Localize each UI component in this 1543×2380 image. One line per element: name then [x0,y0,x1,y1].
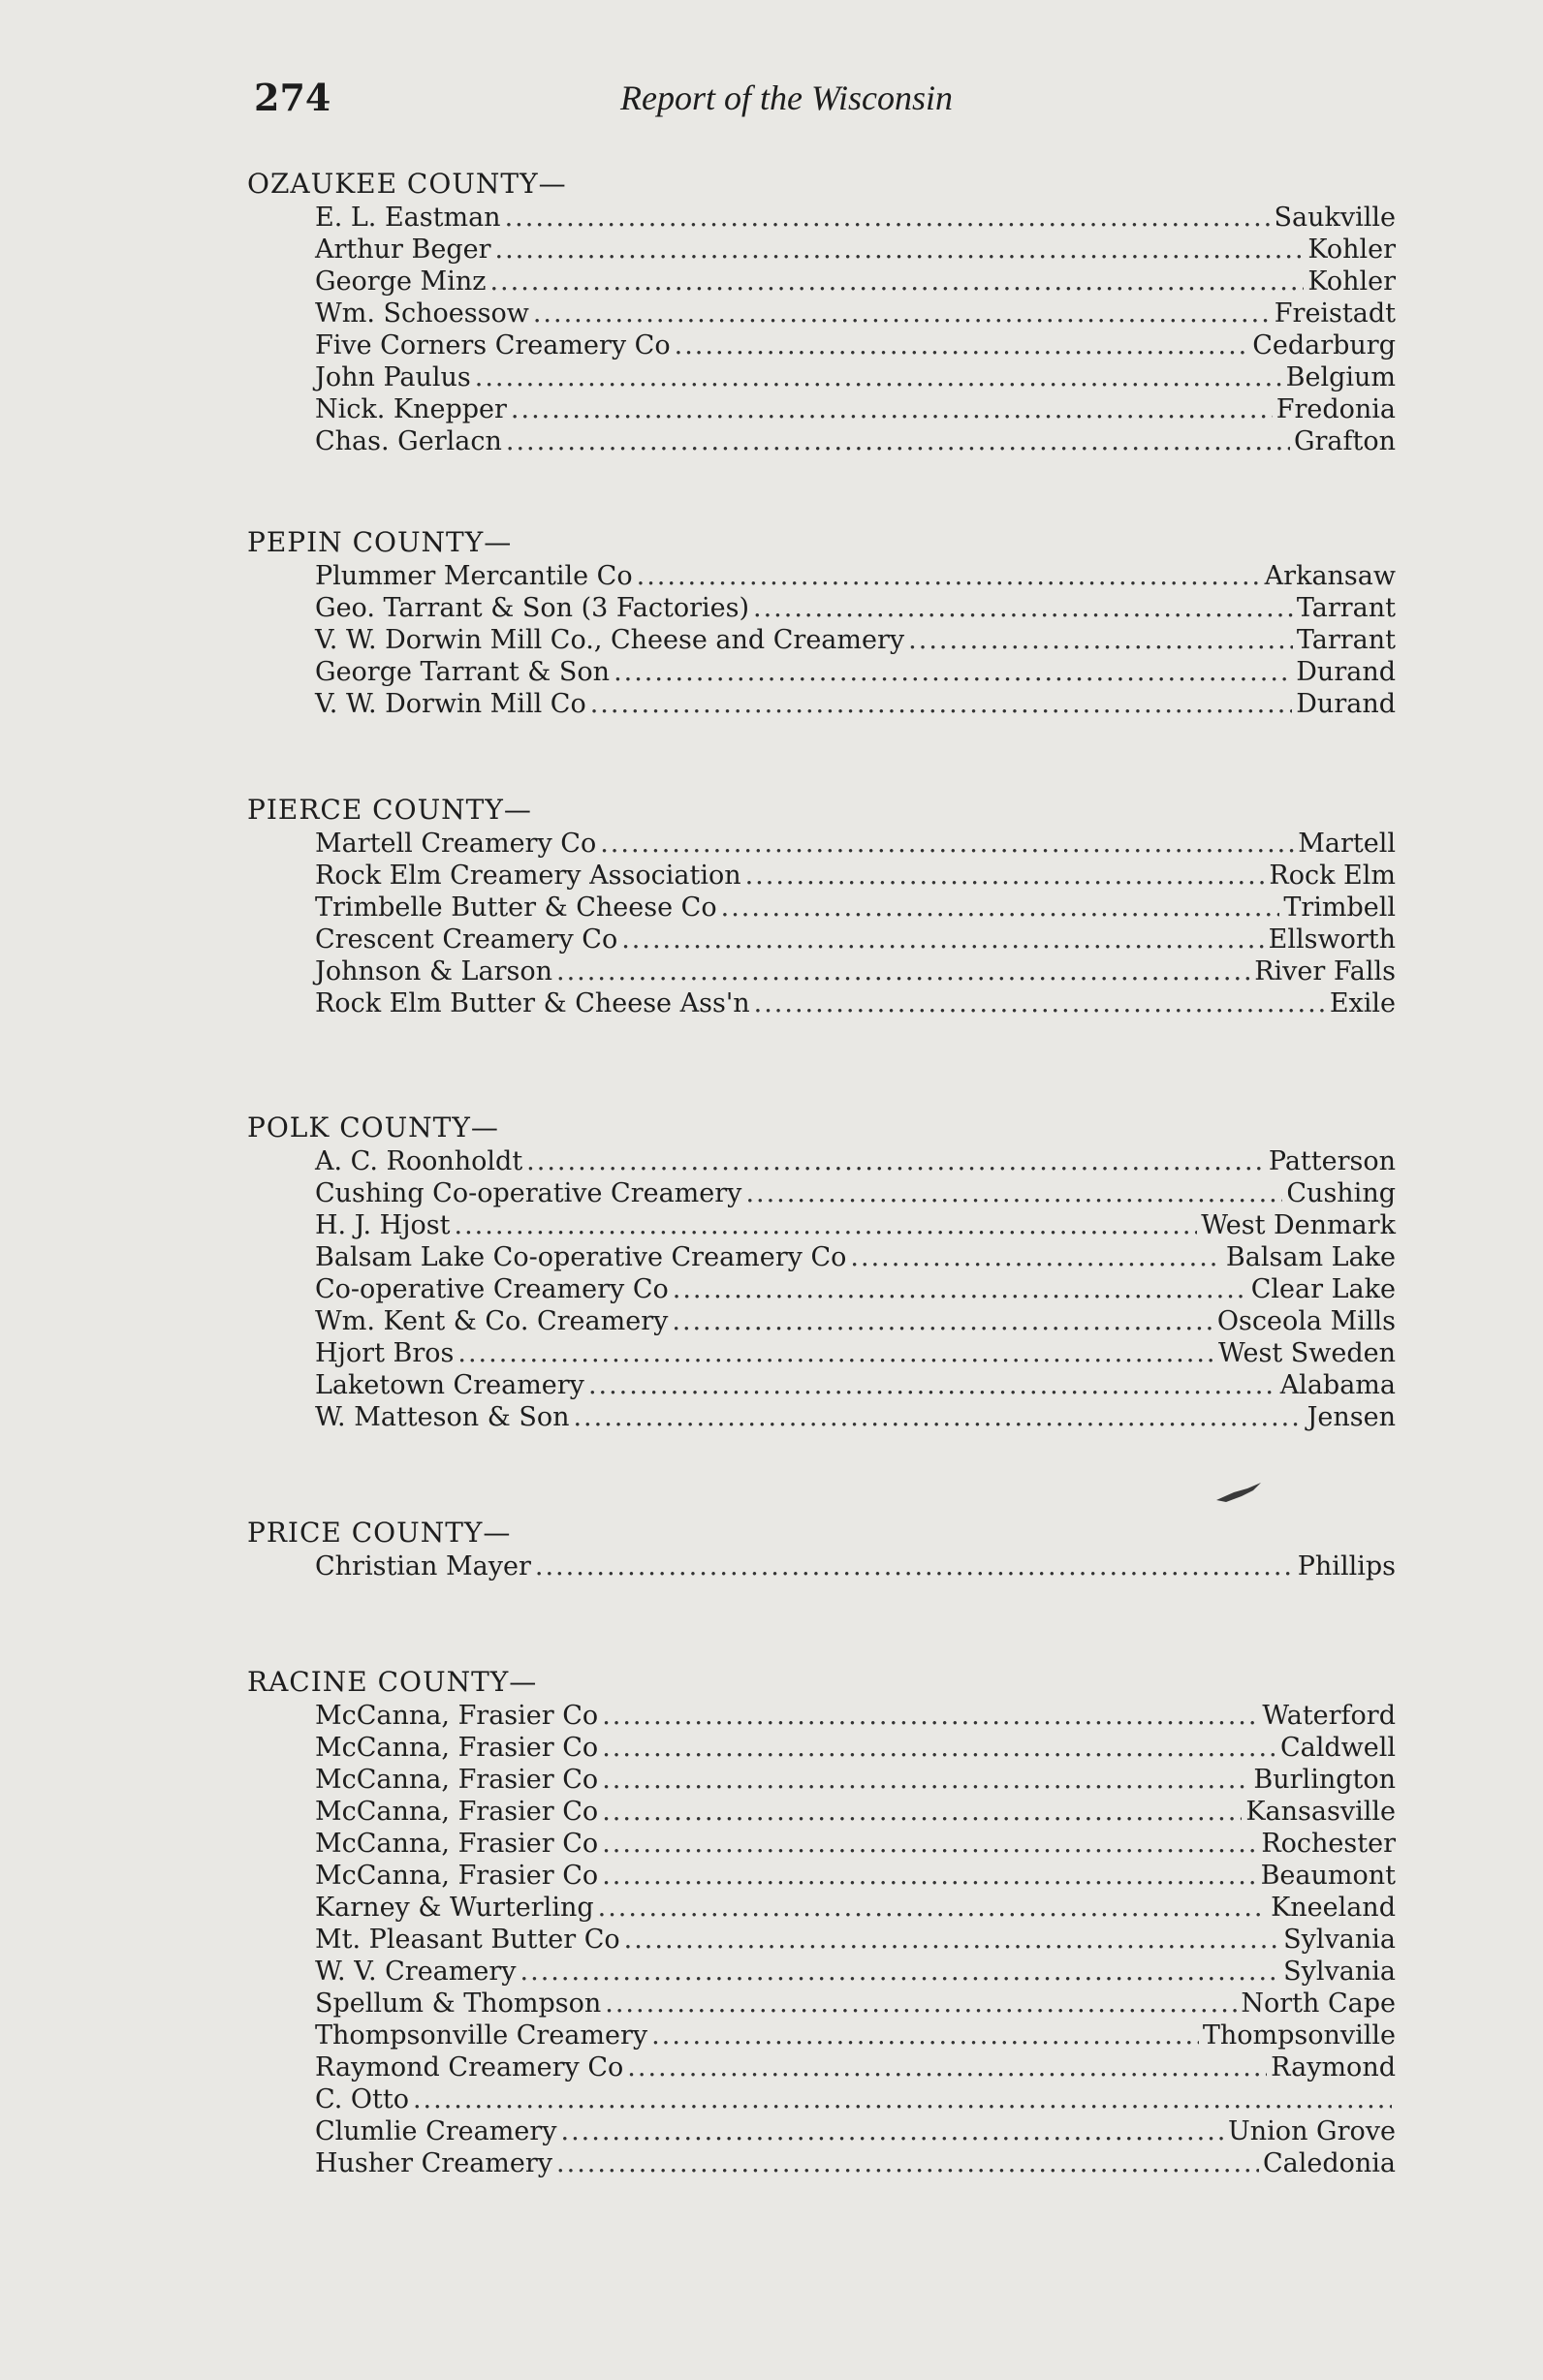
entry-name: Wm. Schoessow [315,298,529,329]
dot-leader [672,1305,1213,1337]
entry-name: Hjort Bros [315,1338,455,1368]
directory-entry [315,298,1396,329]
dot-leader [535,1550,1294,1582]
entry-name: Karney & Wurterling [315,1893,594,1923]
directory-entry [315,1241,1396,1273]
directory-entry [315,1956,1396,1988]
dot-leader [602,1732,1276,1764]
entry-name: Wm. Kent & Co. Creamery [315,1306,669,1336]
county-section [247,167,1396,457]
entry-name: McCanna, Frasier Co [315,1701,599,1731]
directory-entry [315,1828,1396,1860]
directory-entry [315,1924,1396,1956]
dot-leader [561,2115,1225,2147]
entry-name: Laketown Creamery [315,1370,584,1400]
county-section [247,793,1396,1019]
entry-place: Raymond [1271,2052,1396,2082]
entry-place: Caldwell [1279,1733,1396,1763]
entry-place: Arkansaw [1264,561,1396,591]
entry-name: Nick. Knepper [315,394,507,424]
dot-leader [511,393,1273,425]
directory-entry [315,425,1396,457]
directory-entry [315,1764,1396,1796]
directory-entry [315,266,1396,298]
dot-leader [602,1796,1242,1828]
entry-name: V. W. Dorwin Mill Co., Cheese and Creamery [315,625,905,655]
running-head [254,76,1078,124]
entry-name: McCanna, Frasier Co [315,1797,599,1827]
entry-list [247,1700,1396,2179]
directory-entry [315,1700,1396,1732]
entry-name: George Tarrant & Son [315,657,611,687]
directory-entry [315,955,1396,987]
entry-place: Martell [1298,829,1396,859]
dot-leader [556,955,1250,987]
entry-name: Co-operative Creamery Co [315,1274,669,1304]
directory-entry [315,656,1396,688]
entry-name: E. L. Eastman [315,203,501,233]
entry-place: Belgium [1285,362,1396,392]
dot-leader [475,361,1282,393]
county-heading: PRICE COUNTY— [247,1517,512,1549]
entry-place: Osceola Mills [1216,1306,1396,1336]
entry-place: Exile [1329,988,1396,1018]
ink-smudge-mark [1214,1481,1263,1506]
entry-list [247,828,1396,1019]
dot-leader [495,234,1305,266]
entry-name: Thompsonville Creamery [315,2020,648,2051]
entry-list [247,202,1396,457]
entry-place: Rock Elm [1269,861,1396,891]
entry-place: Waterford [1262,1701,1396,1731]
directory-entry [315,924,1396,955]
directory-entry [315,2115,1396,2147]
entry-place: Grafton [1293,426,1396,456]
dot-leader [506,425,1290,457]
directory-entry [315,624,1396,656]
directory-entry [315,2051,1396,2083]
entry-list [247,1145,1396,1433]
dot-leader [624,1924,1280,1956]
dot-leader [588,1369,1276,1401]
county-heading: PIERCE COUNTY— [247,794,532,826]
page-number: 274 [254,76,331,119]
dot-leader [602,1860,1256,1892]
entry-place: Cushing [1286,1178,1396,1208]
dot-leader [745,860,1266,892]
directory-entry [315,2083,1396,2115]
entry-name: Chas. Gerlacn [315,426,502,456]
entry-place: West Sweden [1217,1338,1396,1368]
dot-leader [745,1177,1282,1209]
entry-name: W. V. Creamery [315,1957,517,1987]
entry-place: West Denmark [1201,1210,1396,1240]
entry-name: Trimbelle Butter & Cheese Co [315,892,717,923]
directory-entry [315,1209,1396,1241]
entry-name: Mt. Pleasant Butter Co [315,1925,620,1955]
dot-leader [651,2020,1199,2051]
dot-leader [614,656,1292,688]
entry-place: Ellsworth [1268,924,1396,955]
entry-name: H. J. Hjost [315,1210,451,1240]
dot-leader [573,1401,1303,1433]
directory-entry [315,1401,1396,1433]
county-heading: RACINE COUNTY— [247,1666,538,1698]
directory-entry [315,1988,1396,2020]
county-section [247,1111,1396,1433]
directory-entry [315,393,1396,425]
dot-leader [533,298,1271,329]
entry-name: McCanna, Frasier Co [315,1861,599,1891]
directory-entry [315,892,1396,924]
entry-name: Cushing Co-operative Creamery [315,1178,742,1208]
dot-leader [413,2083,1392,2115]
entry-name: John Paulus [315,362,471,392]
entry-name: Rock Elm Butter & Cheese Ass'n [315,988,750,1018]
entry-place: Clear Lake [1250,1274,1396,1304]
dot-leader [602,1764,1249,1796]
entry-place: Balsam Lake [1225,1242,1396,1272]
directory-entry [315,1732,1396,1764]
directory-entry [315,1337,1396,1369]
entry-name: Christian Mayer [315,1551,531,1581]
directory-entry [315,361,1396,393]
entry-name: McCanna, Frasier Co [315,1765,599,1795]
entry-place: Tarrant [1296,625,1396,655]
directory-entry [315,987,1396,1019]
entry-name: McCanna, Frasier Co [315,1829,599,1859]
entry-place: Union Grove [1228,2116,1396,2146]
dot-leader [590,688,1293,720]
dot-leader [598,1892,1267,1924]
entry-place: Rochester [1261,1829,1396,1859]
directory-entry [315,234,1396,266]
dot-leader [602,1700,1258,1732]
dot-leader [675,329,1249,361]
entry-place: Sylvania [1283,1925,1396,1955]
directory-entry [315,1796,1396,1828]
dot-leader [673,1273,1247,1305]
entry-name: Rock Elm Creamery Association [315,861,741,891]
directory-entry [315,2020,1396,2051]
entry-name: Balsam Lake Co-operative Creamery Co [315,1242,847,1272]
entry-name: Crescent Creamery Co [315,924,618,955]
dot-leader [721,892,1280,924]
entry-place: Kohler [1307,266,1396,297]
dot-leader [627,2051,1267,2083]
directory-entry [315,1305,1396,1337]
entry-place: Burlington [1253,1765,1396,1795]
entry-name: A. C. Roonholdt [315,1146,523,1176]
entry-place: Phillips [1297,1551,1396,1581]
entry-place: Cedarburg [1252,330,1396,360]
dot-leader [605,1988,1237,2020]
county-section [247,1665,1396,2179]
entry-name: V. W. Dorwin Mill Co [315,689,586,719]
directory-entry [315,1892,1396,1924]
entry-place: Jensen [1307,1402,1396,1432]
entry-name: Plummer Mercantile Co [315,561,633,591]
entry-name: C. Otto [315,2084,409,2114]
entry-list [247,1550,1396,1582]
entry-place: Saukville [1274,203,1396,233]
dot-leader [505,202,1271,234]
directory-entry [315,1369,1396,1401]
page-header-title: Report of the Wisconsin [620,78,953,117]
entry-place: Patterson [1268,1146,1396,1176]
entry-place: Alabama [1279,1370,1396,1400]
entry-place: Kansasville [1245,1797,1396,1827]
directory-entry [315,592,1396,624]
directory-entry [315,688,1396,720]
dot-leader [556,2147,1259,2179]
entry-place: Kneeland [1271,1893,1396,1923]
entry-place: Beaumont [1260,1861,1396,1891]
dot-leader [850,1241,1222,1273]
entry-place: North Cape [1241,1989,1396,2019]
dot-leader [753,592,1293,624]
county-heading: OZAUKEE COUNTY— [247,168,567,200]
directory-entry [315,202,1396,234]
entry-name: Arthur Beger [315,235,491,265]
entry-place: Freistadt [1274,298,1396,329]
entry-name: W. Matteson & Son [315,1402,570,1432]
entry-name: Raymond Creamery Co [315,2052,624,2082]
county-section [247,1516,1396,1582]
entry-name: Husher Creamery [315,2148,553,2178]
entry-place: River Falls [1254,956,1396,986]
entry-place: Durand [1296,657,1396,687]
directory-entry [315,1145,1396,1177]
entry-name: Johnson & Larson [315,956,552,986]
entry-name: Geo. Tarrant & Son (3 Factories) [315,593,750,623]
directory-entry [315,828,1396,860]
county-section [247,525,1396,720]
county-heading: PEPIN COUNTY— [247,526,513,558]
entry-place: Tarrant [1296,593,1396,623]
directory-entry [315,560,1396,592]
entry-place: Thompsonville [1202,2020,1396,2051]
entry-name: Martell Creamery Co [315,829,597,859]
entry-name: George Minz [315,266,487,297]
dot-leader [526,1145,1265,1177]
entry-name: Spellum & Thompson [315,1989,602,2019]
entry-place: Sylvania [1283,1957,1396,1987]
entry-place: Trimbell [1283,892,1396,923]
dot-leader [621,924,1264,955]
directory-entry [315,860,1396,892]
entry-place: Durand [1296,689,1396,719]
dot-leader [457,1337,1214,1369]
directory-entry [315,1273,1396,1305]
entry-place: Kohler [1307,235,1396,265]
entry-place: Fredonia [1275,394,1396,424]
entry-name: Clumlie Creamery [315,2116,557,2146]
entry-place: Caledonia [1262,2148,1396,2178]
entry-list [247,560,1396,720]
entry-name: Five Corners Creamery Co [315,330,671,360]
dot-leader [600,828,1294,860]
directory-entry [315,1177,1396,1209]
dot-leader [637,560,1261,592]
directory-entry [315,2147,1396,2179]
directory-entry [315,1860,1396,1892]
entry-name: McCanna, Frasier Co [315,1733,599,1763]
dot-leader [489,266,1304,298]
dot-leader [602,1828,1257,1860]
directory-entry [315,329,1396,361]
dot-leader [454,1209,1197,1241]
county-heading: POLK COUNTY— [247,1112,499,1143]
dot-leader [908,624,1293,656]
directory-entry [315,1550,1396,1582]
dot-leader [754,987,1326,1019]
dot-leader [520,1956,1280,1988]
